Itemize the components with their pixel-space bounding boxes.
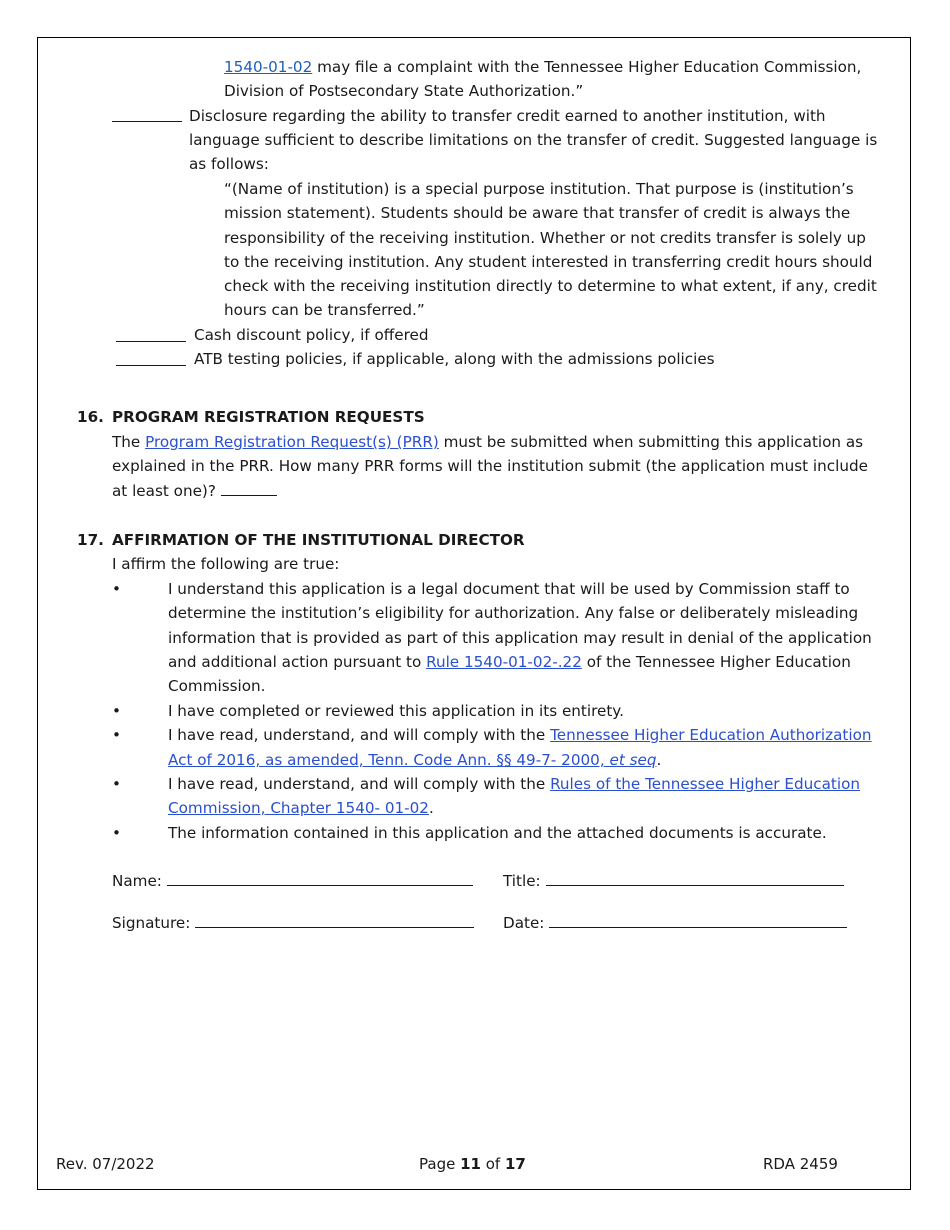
section-17-title: AFFIRMATION OF THE INSTITUTIONAL DIRECTOR xyxy=(112,531,525,549)
commission-rules-link[interactable]: Rules of the Tennessee Higher Education xyxy=(550,775,860,793)
transfer-quote-6: hours can be transferred.” xyxy=(224,301,425,319)
rule-1540-01-02-link[interactable]: 1540-01-02 xyxy=(224,58,313,76)
checklist-blank-atb[interactable] xyxy=(116,352,186,366)
bullet: • xyxy=(112,775,121,793)
footer-revision: Rev. 07/2022 xyxy=(56,1155,155,1173)
quote-line-1: 1540-01-02 may file a complaint with the Tennessee Higher Education Commission, xyxy=(224,58,862,76)
signature-field: Signature: xyxy=(112,911,474,936)
affirm-1-line-4: and additional action pursuant to Rule 1540-01-02-.22 of the Tennessee Higher Education xyxy=(168,653,851,671)
authorization-act-link[interactable]: Tennessee Higher Education Authorization xyxy=(550,726,872,744)
bullet: • xyxy=(112,824,121,842)
affirm-4-line-2: Commission, Chapter 1540- 01-02. xyxy=(168,799,434,817)
checklist-blank-transfer[interactable] xyxy=(112,108,182,122)
transfer-quote-3: responsibility of the receiving institution. Whether or not credits transfer is solely up xyxy=(224,229,866,247)
section-16-line-1: The Program Registration Request(s) (PRR) must be submitted when submitting this application as xyxy=(112,433,864,451)
section-17-number: 17. xyxy=(77,531,104,549)
transfer-quote-5: check with the receiving institution directly to determine to what extent, if any, credit xyxy=(224,277,877,295)
quote-line-2: Division of Postsecondary State Authorization.” xyxy=(224,82,584,100)
bullet: • xyxy=(112,726,121,744)
section-16-line-3: at least one)? xyxy=(112,479,277,504)
commission-rules-link-cont[interactable]: Commission, Chapter 1540- 01-02 xyxy=(168,799,429,817)
transfer-quote-2: mission statement). Students should be aware that transfer of credit is always the xyxy=(224,204,851,222)
affirm-1-line-5: Commission. xyxy=(168,677,266,695)
bullet: • xyxy=(112,702,121,720)
affirm-5: The information contained in this application and the attached documents is accurate. xyxy=(168,824,827,842)
transfer-line-1: Disclosure regarding the ability to transfer credit earned to another institution, with xyxy=(189,107,826,125)
title-blank[interactable] xyxy=(546,872,844,886)
affirm-2: I have completed or reviewed this application in its entirety. xyxy=(168,702,624,720)
affirm-1-line-2: determine the institution’s eligibility for authorization. Any false or deliberately misleading xyxy=(168,604,859,622)
tenn-code-link[interactable]: as amended, Tenn. Code Ann. §§ 49-7- 2000, et seq xyxy=(265,751,657,769)
footer-page-number: Page 11 of 17 xyxy=(419,1155,526,1173)
affirm-3-line-2: Act of 2016, as amended, Tenn. Code Ann. §§ 49-7- 2000, et seq. xyxy=(168,751,662,769)
date-blank[interactable] xyxy=(549,914,847,928)
rule-1540-01-02-22-link[interactable]: Rule 1540-01-02-.22 xyxy=(426,653,582,671)
transfer-line-2: language sufficient to describe limitations on the transfer of credit. Suggested language is xyxy=(189,131,878,149)
signature-blank[interactable] xyxy=(195,914,474,928)
affirm-1-line-1: I understand this application is a legal document that will be used by Commission staff to xyxy=(168,580,850,598)
date-field: Date: xyxy=(503,911,847,936)
bullet: • xyxy=(112,580,121,598)
transfer-quote-1: “(Name of institution) is a special purpose institution. That purpose is (institution’s xyxy=(224,180,854,198)
affirm-1-line-3: information that is provided as part of this application may result in denial of the application xyxy=(168,629,872,647)
section-16-number: 16. xyxy=(77,408,104,426)
affirm-intro: I affirm the following are true: xyxy=(112,555,340,573)
prr-link[interactable]: Program Registration Request(s) (PRR) xyxy=(145,433,439,451)
authorization-act-link-cont[interactable]: Act of 2016, xyxy=(168,751,266,769)
transfer-line-3: as follows: xyxy=(189,155,269,173)
section-16-line-2: explained in the PRR. How many PRR forms will the institution submit (the application must include xyxy=(112,457,868,475)
title-field: Title: xyxy=(503,869,844,894)
prr-count-blank[interactable] xyxy=(221,482,277,496)
name-blank[interactable] xyxy=(167,872,473,886)
name-field: Name: xyxy=(112,869,473,894)
section-16-title: PROGRAM REGISTRATION REQUESTS xyxy=(112,408,425,426)
affirm-4-line-1: I have read, understand, and will comply with the Rules of the Tennessee Higher Education xyxy=(168,775,860,793)
affirm-3-line-1: I have read, understand, and will comply with the Tennessee Higher Education Authorization xyxy=(168,726,872,744)
transfer-quote-4: to the receiving institution. Any student interested in transferring credit hours should xyxy=(224,253,873,271)
checklist-blank-cash[interactable] xyxy=(116,328,186,342)
atb-item: ATB testing policies, if applicable, along with the admissions policies xyxy=(194,350,715,368)
cash-discount-item: Cash discount policy, if offered xyxy=(194,326,429,344)
footer-form-id: RDA 2459 xyxy=(763,1155,838,1173)
